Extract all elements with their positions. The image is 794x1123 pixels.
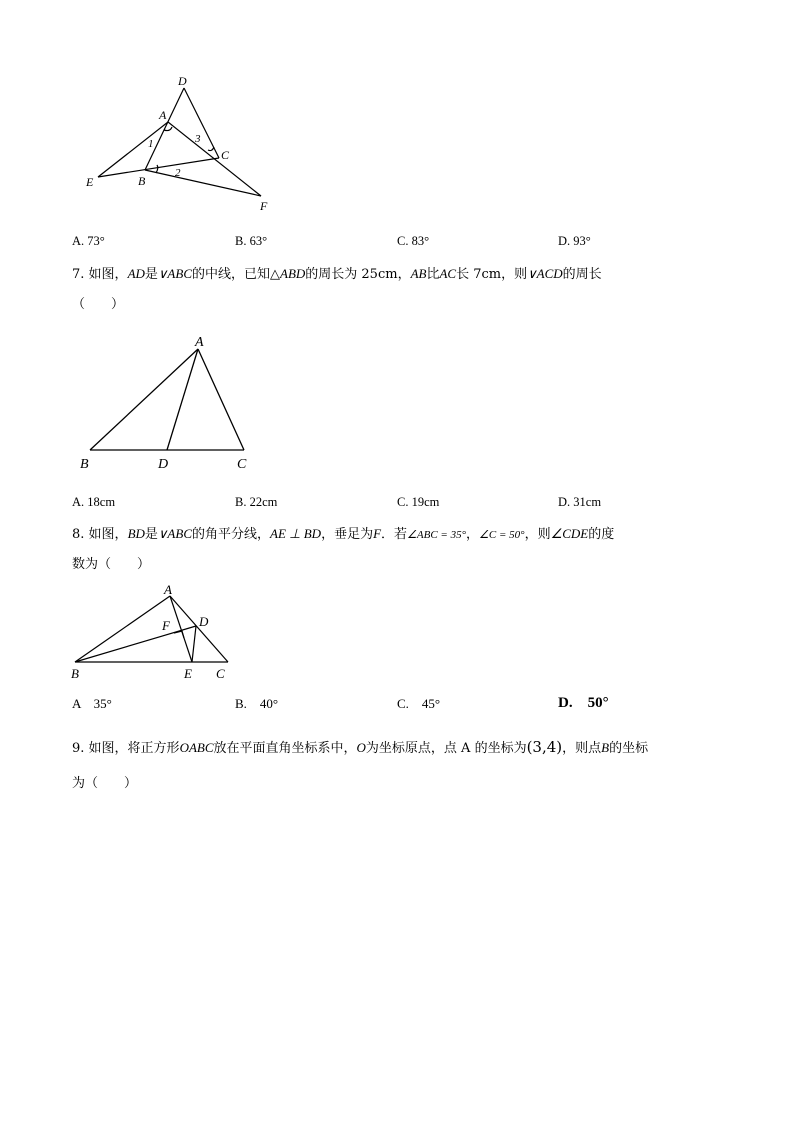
label-a: A [195,335,204,350]
segment-ab [90,349,198,450]
angle-2-label: 2 [175,167,181,179]
segment-af [168,122,261,196]
q8-figure [66,580,246,685]
q7-stem: 7. 如图，AD是∨ABC的中线，已知△ABD的周长为 25cm，AB比AC长 7cm，则∨ACD的周长 [72,266,602,282]
label-b: B [80,457,89,472]
q8-stem-line2: 数为（ ） [72,557,151,572]
q6-option-a: A. 73° [72,234,105,248]
segment-ec [98,158,219,177]
q9-number: 9. [72,741,85,756]
segment-db [145,88,184,170]
label-d: D [178,74,187,88]
label-f: F [260,199,268,213]
label-a: A [159,108,167,122]
q8-option-d: D. 50° [558,695,609,711]
q9-stem: 9. 如图，将正方形OABC放在平面直角坐标系中，O为坐标原点，点 A 的坐标为(3,4)，则点B的坐标 [72,738,649,756]
segment-ab [75,596,170,662]
q7-option-a: A. 18cm [72,495,116,509]
label-d: D [158,457,169,472]
label-d: D [199,614,209,629]
q8-option-c: C. 45° [397,696,441,711]
angle-1-label: 1 [148,138,154,150]
angle-3-label: 3 [195,133,201,145]
q7-answer-paren: （ ） [72,297,125,312]
q6-option-c: C. 83° [397,234,430,248]
segment-ac [198,349,244,450]
label-b: B [71,666,79,681]
q8-option-b: B. 40° [235,696,279,711]
q7-option-d: D. 31cm [558,495,602,509]
segment-bd [75,626,196,662]
segment-bf [145,170,261,196]
segment-ac [170,596,228,662]
q7-option-b: B. 22cm [235,495,278,509]
q7-number: 7. [72,267,85,282]
label-c: C [237,457,247,472]
segment-de [192,626,196,662]
q7-option-c: C. 19cm [397,495,440,509]
right-angle-mark [174,631,184,638]
q6-option-d: D. 93° [558,234,591,248]
q8-number: 8. [72,527,85,542]
segment-ae [170,596,192,662]
label-f: F [162,618,170,633]
label-b: B [138,174,146,188]
label-c: C [216,666,225,681]
angle-2-arc [156,165,158,173]
label-c: C [221,148,230,162]
q8-stem: 8. 如图，BD是∨ABC的角平分线，AE ⊥ BD，垂足为F．若∠ABC = 35°，∠C = 50°，则∠CDE的度 [72,526,615,542]
q6-figure [80,70,280,220]
label-e: E [86,175,94,189]
label-e: E [184,666,192,681]
q9-stem-line2: 为（ ） [72,776,138,791]
label-a: A [164,582,172,597]
q6-option-b: B. 63° [235,234,268,248]
q8-option-a: A 35° [72,696,112,711]
q7-figure [74,330,264,480]
